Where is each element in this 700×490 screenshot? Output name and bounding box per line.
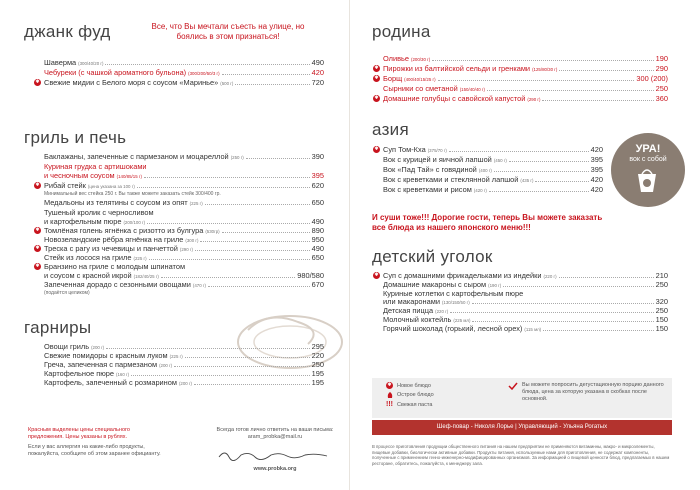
menu-item: Вок с курицей и яичной лапшой (450 г) 395: [383, 155, 603, 164]
new-dish-icon: ✱: [35, 245, 40, 251]
sides-heading: гарниры: [24, 318, 92, 337]
menu-item: Чебуреки (с чашкой ароматного бульона) (300/200/50/3 г) 420: [44, 68, 324, 77]
new-dish-icon: ✱: [374, 65, 379, 71]
wok-badge-title: УРА!: [635, 143, 661, 155]
menu-item: Вок «Пад Тай» с говядиной (400 г) 395: [383, 165, 603, 174]
menu-item: Запеченная дорадо с сезонными овощами (470 г) 670: [44, 280, 324, 289]
menu-item-name: Тушеный кролик с черносливом: [44, 208, 154, 217]
menu-item: Вок с креветками и рисом (420 г) 420: [383, 185, 603, 194]
menu-item: Рибай стейк (цена указана за 100 г) 620: [44, 181, 324, 190]
menu-item: Треска с рагу из чечевицы и панчеттой (290 г) 490: [44, 244, 324, 253]
fine-print: В процессе приготовления продукции общественного питания на нашем предприятии не применяются витаминны, макро- и микроэлементы, пищевые добавки, биологически активные добавки. Продукты питания, используемые нами для приготовления, не содержат компоненты, полученные с применением генно-инженерно-модифицированных организмов. За информацией о пищевой ценности блюд, предлагаемых в нашем ресторане, обратитесь, пожалуйста, к менеджеру зала.: [372, 444, 670, 466]
legend-new: Новое блюдо: [397, 383, 431, 389]
menu-item: Картофельное пюре (160 г) 195: [44, 369, 324, 378]
spicy-legend-icon: [386, 391, 394, 399]
allergy-note: Если у вас аллергия на какие-либо продукты, пожалуйста, сообщите об этом заранее официанту.: [28, 444, 161, 457]
menu-item: или макаронами (130/150/50 г) 320: [383, 297, 668, 306]
menu-item: Новозеландские рёбра ягнёнка на гриле (300 г) 950: [44, 235, 324, 244]
legend-spicy: Острое блюдо: [397, 392, 434, 398]
menu-item: Борщ (400/40/15/25 г) 300 (200): [383, 74, 668, 83]
kids-heading: детский уголок: [372, 247, 493, 266]
menu-item: Сырники со сметаной (150/40/40 г) 250: [383, 84, 668, 93]
new-dish-icon: ✱: [374, 75, 379, 81]
column-divider: [349, 0, 350, 490]
new-dish-icon: ✱: [35, 79, 40, 85]
menu-item: и картофельным пюре (200/100 г) 490: [44, 217, 324, 226]
legend-fresh: Свежая паста: [397, 402, 433, 408]
menu-item: Медальоны из телятины с соусом из опят (225 г) 650: [44, 198, 324, 207]
wok-badge-subtitle: вок с собой: [629, 156, 667, 163]
menu-item: Оливье (200/30 г) 190: [383, 54, 668, 63]
junk-food-slogan: Все, что Вы мечтали съесть на улице, но боялись в этом признаться!: [151, 22, 305, 41]
menu-item: Томлёная голень ягнёнка с ризотто из булгура (530гр) 890: [44, 226, 324, 235]
red-price-note: Красным выделены цены специального предложения. Цены указаны в рублях.: [28, 427, 130, 440]
signature: [215, 447, 335, 461]
menu-item: Греча, запеченная с пармезаном (200 г) 250: [44, 360, 324, 369]
menu-item: Овощи гриль (200 г) 295: [44, 342, 324, 351]
fresh-pasta-legend-icon: !!!: [386, 401, 393, 408]
takeaway-box-icon: [633, 168, 661, 194]
home-heading: родина: [372, 22, 431, 41]
menu-item-name: Бранзино на гриле с молодым шпинатом: [44, 262, 186, 271]
new-dish-icon: ✱: [374, 272, 379, 278]
new-dish-icon: ✱: [35, 263, 40, 269]
menu-item: Молочный коктейль (225 мл) 150: [383, 315, 668, 324]
menu-item-name: Куриные котлетки с картофельным пюре: [383, 289, 524, 298]
menu-item: и чесночным соусом (140/85/15 г) 395: [44, 171, 324, 180]
dorado-note: (подаётся целиком): [44, 290, 90, 296]
menu-item-name: Куриная грудка с артишоками: [44, 162, 147, 171]
legend-tasting: Вы можете попросить дегустационную порцию данного блюда, цена за которую указана в скобках после основной.: [522, 382, 664, 402]
menu-item: Вок с креветками и стеклянной лапшой (435 г) 420: [383, 175, 603, 184]
sushi-slogan: И суши тоже!!! Дорогие гости, теперь Вы можете заказать все блюда из нашего японского меню!!!: [372, 213, 603, 232]
site-link[interactable]: www.probka.org: [253, 466, 297, 472]
junk-food-heading: джанк фуд: [24, 22, 111, 41]
new-dish-icon: ✱: [374, 146, 379, 152]
steak-note: Минимальный вес стейка 250 г. Вы также можете заказать стейк 300/400 гр.: [44, 191, 221, 197]
new-dish-icon: ✱: [374, 95, 379, 101]
menu-item: Шаверма (300/40/20 г) 490: [44, 58, 324, 67]
grill-heading: гриль и печь: [24, 128, 127, 147]
menu-item: Горячий шоколад (горький, лесной орех) (115 мл) 150: [383, 324, 668, 333]
menu-item: Суп с домашними фрикадельками из индейки (220 г) 210: [383, 271, 668, 280]
tasting-legend-icon: [508, 382, 518, 390]
new-dish-icon: ✱: [35, 182, 40, 188]
menu-item: Детская пицца (220 г) 250: [383, 306, 668, 315]
menu-item: и соусом с красной икрой (182/40/25 г) 980/580: [44, 271, 324, 280]
asia-heading: азия: [372, 120, 409, 139]
menu-item: Пирожки из балтийской сельди и гренками (125/80/30 г) 290: [383, 64, 668, 73]
menu-item: Стейк из лосося на гриле (225 г) 650: [44, 253, 324, 262]
chef-manager-bar: Шеф-повар - Николя Лорье | Управляющий - Ульяна Рогатых: [372, 420, 672, 435]
new-dish-legend-icon: ✱: [387, 382, 392, 388]
menu-item: Свежие помидоры с красным луком (225 г) 220: [44, 351, 324, 360]
menu-item: Картофель, запеченный с розмарином (200 г) 195: [44, 378, 324, 387]
contact-note: Всегда готов лично ответить на ваши письма: aram_probka@mail.ru: [216, 427, 334, 440]
menu-item: Свежие мидии с Белого моря с соусом «Маринье» (500 г) 720: [44, 78, 324, 87]
new-dish-icon: ✱: [35, 227, 40, 233]
menu-item: Суп Том-Кха (375/70 г) 420: [383, 145, 603, 154]
menu-item: Баклажаны, запеченные с пармезаном и моцареллой (250 г) 390: [44, 152, 324, 161]
menu-item: Домашние голубцы с савойской капустой (290 г) 360: [383, 94, 668, 103]
menu-item: Домашние макароны с сыром (190 г) 250: [383, 280, 668, 289]
